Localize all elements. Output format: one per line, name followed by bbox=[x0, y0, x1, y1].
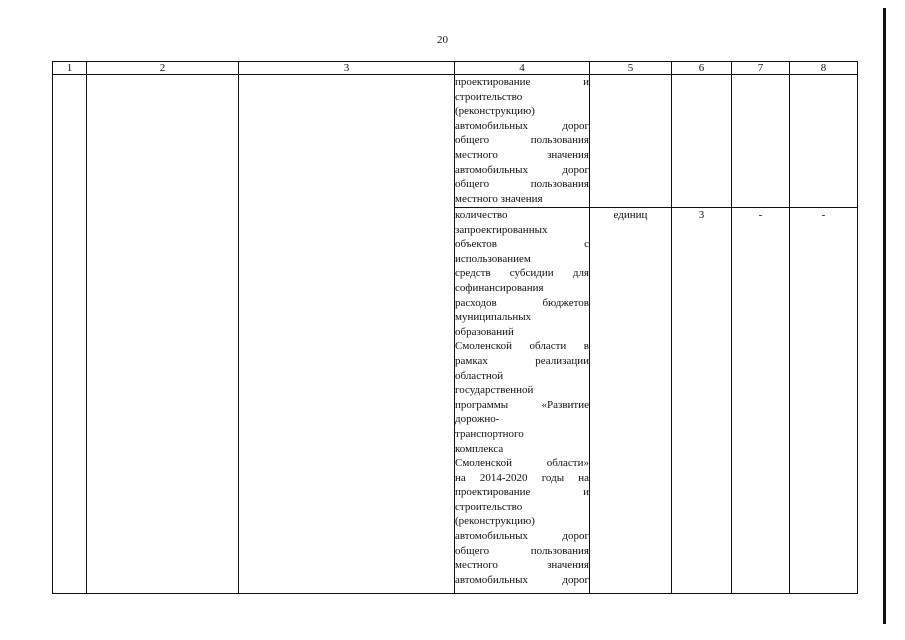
data-table bbox=[52, 61, 858, 594]
col-header-1: 1 bbox=[53, 62, 87, 75]
text-line: местного значения bbox=[455, 192, 543, 205]
text-line: общего пользования bbox=[455, 178, 589, 191]
text-line: областной bbox=[455, 369, 504, 382]
text-line: софинансирования bbox=[455, 281, 544, 294]
text-line: проектирование и bbox=[455, 76, 589, 88]
indicator-text-cell bbox=[455, 75, 590, 208]
text-line: использованием bbox=[455, 252, 531, 265]
text-line: объектов с bbox=[455, 238, 589, 251]
header-row bbox=[53, 62, 858, 75]
text-line: местного значения bbox=[455, 148, 589, 161]
text-line: Смоленской области» bbox=[455, 457, 589, 470]
text-line: строительство bbox=[455, 500, 523, 513]
text-line: на 2014-2020 годы на bbox=[455, 471, 589, 484]
col-header-2: 2 bbox=[87, 62, 239, 75]
text-line: дорожно- bbox=[455, 413, 500, 426]
text-line: количество bbox=[455, 209, 508, 221]
value-cell-col7: - bbox=[732, 208, 790, 594]
text-line: рамках реализации bbox=[455, 354, 589, 367]
col-header-4: 4 bbox=[455, 62, 590, 75]
cell-col2 bbox=[87, 75, 239, 594]
text-line: местного значения bbox=[455, 559, 589, 572]
text-line: автомобильных дорог bbox=[455, 119, 589, 132]
value-cell-col8: - bbox=[790, 208, 858, 594]
margin-bar bbox=[883, 8, 886, 624]
cell-col1 bbox=[53, 75, 87, 594]
text-line: проектирование и bbox=[455, 486, 589, 499]
text-line: автомобильных дорог bbox=[455, 163, 589, 176]
text-line: строительство bbox=[455, 90, 523, 103]
value-cell-col7 bbox=[732, 75, 790, 208]
col-header-5: 5 bbox=[590, 62, 672, 75]
unit-cell bbox=[590, 75, 672, 208]
col-header-8: 8 bbox=[790, 62, 858, 75]
cell-col3 bbox=[239, 75, 455, 594]
value-cell-col8 bbox=[790, 75, 858, 208]
text-line: средств субсидии для bbox=[455, 267, 589, 280]
text-line: Смоленской области в bbox=[455, 340, 589, 353]
value-cell-col6: 3 bbox=[672, 208, 732, 594]
col-header-6: 6 bbox=[672, 62, 732, 75]
table-row bbox=[53, 75, 858, 208]
value-cell-col6 bbox=[672, 75, 732, 208]
text-line: образований bbox=[455, 325, 514, 338]
col-header-7: 7 bbox=[732, 62, 790, 75]
text-line: автомобильных дорог bbox=[455, 573, 589, 586]
text-line: общего пользования bbox=[455, 134, 589, 147]
unit-cell: единиц bbox=[590, 208, 672, 594]
text-line: комплекса bbox=[455, 442, 504, 455]
page-number: 20 bbox=[437, 34, 448, 46]
text-line: расходов бюджетов bbox=[455, 296, 589, 309]
text-line: запроектированных bbox=[455, 223, 548, 236]
col-header-3: 3 bbox=[239, 62, 455, 75]
indicator-text-cell bbox=[455, 208, 590, 594]
text-line: программы «Развитие bbox=[455, 398, 589, 411]
text-line: (реконструкцию) bbox=[455, 515, 535, 528]
text-line: муниципальных bbox=[455, 311, 532, 324]
text-line: общего пользования bbox=[455, 544, 589, 557]
text-line: автомобильных дорог bbox=[455, 530, 589, 543]
text-line: транспортного bbox=[455, 427, 524, 440]
text-line: государственной bbox=[455, 384, 534, 397]
text-line: (реконструкцию) bbox=[455, 105, 535, 118]
